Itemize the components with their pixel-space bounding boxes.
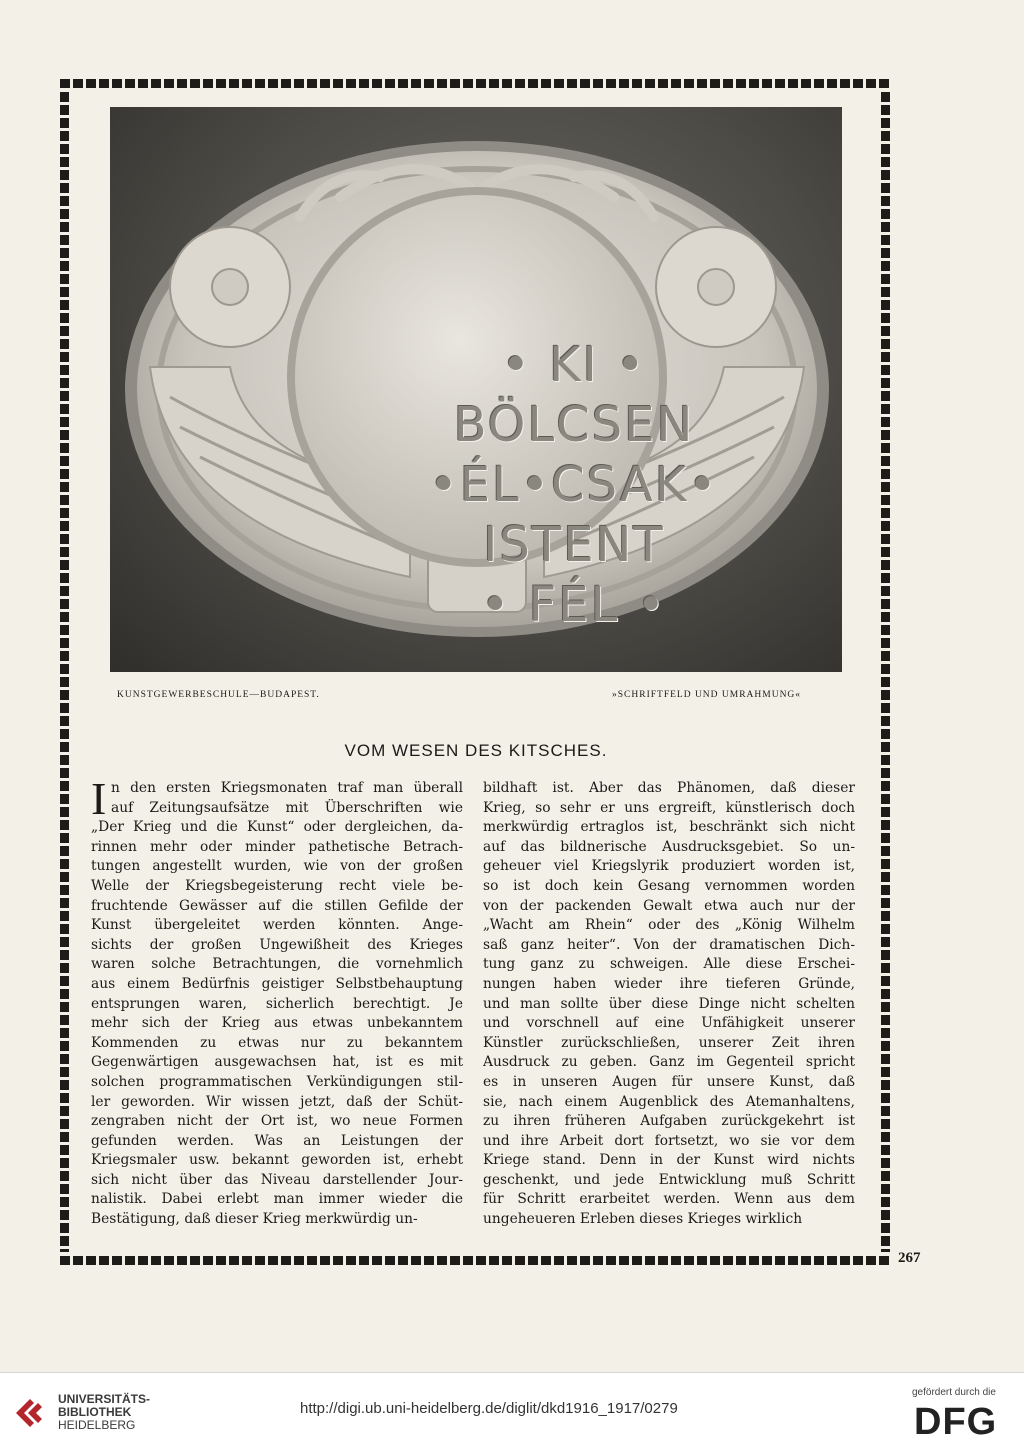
- text-line: ungeheueren Erleben dieses Krieges wirklich: [483, 1211, 803, 1228]
- drop-cap: I: [91, 773, 107, 824]
- text-line: auf Zeitungsaufsätze mit Überschriften wie: [111, 799, 463, 816]
- text-line: Kriegsmaler usw. bekannt geworden ist, erhebt: [91, 1152, 463, 1169]
- text-line: Bestätigung, daß dieser Krieg merkwürdig un-: [91, 1211, 418, 1228]
- source-url-link[interactable]: http://digi.ub.uni-heidelberg.de/diglit/dkd1916_1917/0279: [300, 1400, 678, 1417]
- inscription-line: • FÉL •: [481, 577, 667, 633]
- text-line: saß ganz heiter“. Von der dramatischen Dich-: [483, 936, 855, 953]
- text-line: tungen angestellt wurden, wie von der großen: [91, 858, 463, 875]
- text-line: Künstler zurückschließen, unserer Zeit ihren: [483, 1034, 855, 1051]
- text-line: geheuer viel Kriegslyrik produziert worden ist,: [483, 858, 855, 875]
- text-line: Gegenwärtigen ausgewachsen hat, ist es mit: [91, 1054, 463, 1071]
- text-line: tung ganz zu schweigen. Alle diese Erschei-: [483, 956, 855, 973]
- library-name-line: UNIVERSITÄTS-: [58, 1392, 151, 1406]
- photo-caption-left: KUNSTGEWERBESCHULE—BUDAPEST.: [117, 690, 320, 700]
- inscription-line: • KI •: [501, 337, 647, 393]
- inscription-line: •ÉL•CSAK•: [429, 457, 719, 513]
- text-line: entsprungen waren, sicherlich berechtigt. Je: [91, 995, 463, 1012]
- text-line: mehr sich der Krieg aus etwas unbekanntem: [91, 1015, 463, 1032]
- text-line: sie, nach einem Augenblick des Atemanhaltens,: [483, 1093, 855, 1110]
- dfg-logo: DFG: [914, 1401, 998, 1443]
- digitization-footer: [0, 1372, 1024, 1451]
- text-column-left: [91, 773, 463, 1230]
- text-line: es in unseren Augen für unsere Kunst, daß: [483, 1073, 855, 1090]
- text-line: so ist doch kein Gesang vernommen worden: [483, 877, 855, 894]
- text-line: sich nicht über das Niveau darstellender Jour-: [91, 1171, 463, 1188]
- relief-photograph: [110, 107, 842, 672]
- text-line: sichts der großen Ungewißheit des Krieges: [91, 936, 463, 953]
- text-column-right: [483, 779, 855, 1230]
- text-line: merkwürdig ertraglos ist, beschränkt sich nicht: [483, 819, 855, 836]
- border-top: [60, 79, 890, 88]
- text-line: gefunden werden. Was an Leistungen der: [91, 1132, 463, 1149]
- text-line: auf das bildnerische Ausdrucksgebiet. So un-: [483, 838, 855, 855]
- text-line: rinnen mehr oder minder pathetische Betrach-: [91, 838, 463, 855]
- page-number: 267: [898, 1250, 921, 1266]
- library-name-line: BIBLIOTHEK: [58, 1405, 132, 1419]
- text-line: und ihre Arbeit dort fortsetzt, wo sie vor dem: [483, 1132, 855, 1149]
- text-line: Kriege stand. Denn in der Kunst wird nichts: [483, 1152, 855, 1169]
- text-line: nungen haben wieder ihre tieferen Gründe,: [483, 975, 855, 992]
- text-line: solchen programmatischen Verkündigungen stil-: [91, 1073, 463, 1090]
- text-line: und vorschnell auf eine Unfähigkeit unserer: [483, 1015, 855, 1032]
- text-line: „Wacht am Rhein“ oder des „König Wilhelm: [483, 917, 855, 934]
- photo-caption-right: »SCHRIFTFELD UND UMRAHMUNG«: [612, 690, 802, 700]
- text-line: fruchtende Gewässer auf die stillen Gefilde der: [91, 897, 463, 914]
- text-line: und man sollte über diese Dinge nicht schelten: [483, 995, 855, 1012]
- text-line: Kommenden zu etwas nur zu bekanntem: [91, 1034, 463, 1051]
- text-line: Welle der Kriegsbegeisterung recht viele be-: [91, 877, 463, 894]
- text-line: Ausdruck zu geben. Ganz im Gegenteil spricht: [483, 1054, 855, 1071]
- text-line: für Schritt erarbeitet werden. Wenn aus dem: [483, 1191, 855, 1208]
- relief-inscription: [396, 335, 752, 635]
- funded-by-label: gefördert durch die: [912, 1387, 996, 1398]
- text-line: zengraben nicht der Ort ist, wo neue Formen: [91, 1113, 463, 1130]
- ub-heidelberg-logo-icon: [12, 1395, 52, 1431]
- text-line: bildhaft ist. Aber das Phänomen, daß dieser: [483, 780, 855, 796]
- inscription-line: BÖLCSEN: [453, 397, 695, 453]
- border-left: [60, 92, 69, 1252]
- text-line: aus einem Bedürfnis geistiger Selbstbehauptung: [91, 975, 463, 992]
- library-name: [58, 1393, 150, 1432]
- text-line: n den ersten Kriegsmonaten traf man überall: [111, 780, 463, 796]
- text-line: Kunst übergeleitet werden könnten. Ange-: [91, 917, 463, 934]
- text-line: waren solche Betrachtungen, die vornehmlich: [91, 956, 463, 973]
- text-line: ler geworden. Wir wissen jetzt, daß der Schüt-: [91, 1093, 463, 1110]
- inscription-line: ISTENT: [483, 517, 665, 573]
- article-title: VOM WESEN DES KITSCHES.: [344, 741, 608, 760]
- library-name-line: HEIDELBERG: [58, 1418, 136, 1432]
- text-line: Krieg, so sehr er uns ergreift, künstlerisch doch: [483, 799, 855, 816]
- text-line: „Der Krieg und die Kunst“ oder dergleichen, da-: [91, 819, 463, 836]
- border-right: [881, 92, 890, 1252]
- text-line: geschenkt, und jede Entwicklung muß Schritt: [483, 1171, 855, 1188]
- text-line: von der packenden Gewalt etwa auch nur der: [483, 897, 855, 914]
- text-line: zu ihren früheren Aufgaben zurückgekehrt ist: [483, 1113, 855, 1130]
- text-line: nalistik. Dabei erlebt man immer wieder die: [91, 1191, 463, 1208]
- border-bottom: [60, 1256, 890, 1265]
